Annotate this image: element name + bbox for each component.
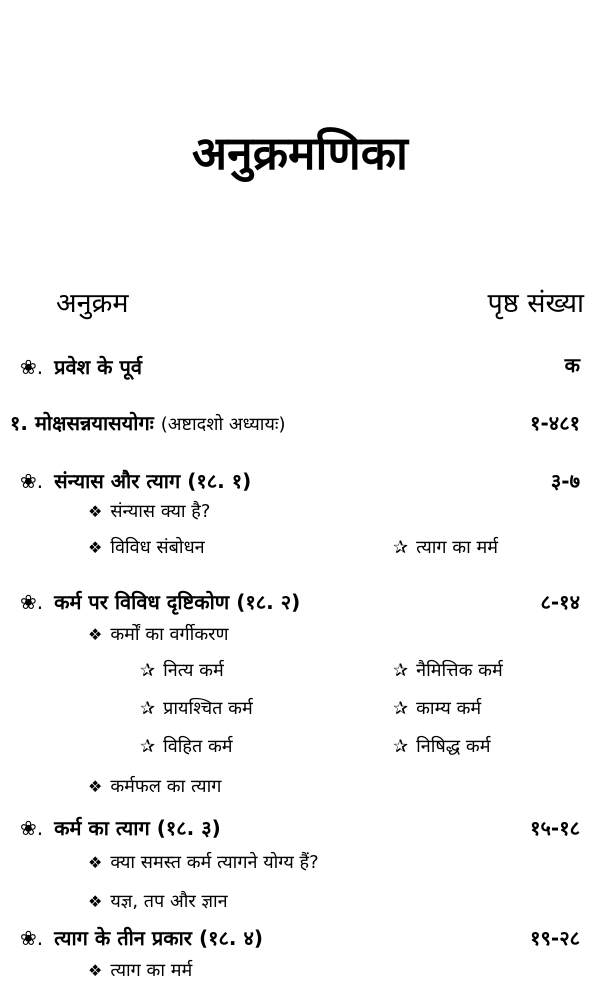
section-page-range: १९-२८ — [530, 926, 580, 950]
diamond-icon: ❖ — [88, 961, 103, 980]
section-title: कर्म का त्याग — [54, 816, 150, 840]
flower-icon: ❀. — [20, 355, 44, 379]
flower-icon: ❀. — [20, 590, 44, 614]
star-icon: ✰ — [140, 736, 156, 757]
toc-entry-label: प्रवेश के पूर्व — [54, 355, 142, 379]
section-ref: (१८. ४) — [198, 926, 263, 950]
section-page-range: ३-७ — [550, 469, 580, 493]
section-page-range: १५-१८ — [530, 816, 580, 840]
diamond-icon: ❖ — [88, 853, 103, 872]
toc-entry-pravesh — [20, 357, 142, 377]
page-title: अनुक्रमणिका — [192, 126, 408, 180]
flower-icon: ❀. — [20, 926, 44, 950]
star-icon: ✰ — [393, 537, 409, 558]
toc-section-2 — [20, 592, 300, 612]
toc-chapter-1 — [10, 413, 286, 434]
section-title: संन्यास और त्याग — [54, 469, 181, 493]
section-ref: (१८. १) — [187, 469, 252, 493]
star-icon: ✰ — [393, 698, 409, 719]
subtopic-item: ✰ विहित कर्म — [140, 736, 233, 757]
flower-icon: ❀. — [20, 816, 44, 840]
toc-section-3 — [20, 818, 221, 838]
flower-icon: ❀. — [20, 469, 44, 493]
diamond-icon: ❖ — [88, 625, 103, 644]
chapter-page-range: १-४८१ — [530, 411, 580, 435]
section-title: त्याग के तीन प्रकार — [54, 926, 192, 950]
subtopic-item: ❖ त्याग का मर्म — [88, 960, 193, 981]
subtopic-item: ✰ प्रायश्चित कर्म — [140, 698, 253, 719]
subtopic-item: ✰ निषिद्ध कर्म — [393, 736, 491, 757]
subtopic-item: ❖ संन्यास क्या है? — [88, 501, 211, 522]
subtopic-item: ❖ क्या समस्त कर्म त्यागने योग्य हैं? — [88, 852, 319, 873]
subtopic-item: ✰ काम्य कर्म — [393, 698, 482, 719]
subtopic-item: ✰ नित्य कर्म — [140, 660, 224, 681]
subtopic-item: ❖ यज्ञ, तप और ज्ञान — [88, 891, 228, 912]
star-icon: ✰ — [140, 660, 156, 681]
subtopic-item: ❖ कर्मफल का त्याग — [88, 776, 222, 797]
column-header-page-number: पृष्ठ संख्या — [487, 288, 584, 319]
section-title: कर्म पर विविध दृष्टिकोण — [54, 590, 230, 614]
subtopic-item: ❖ कर्मों का वर्गीकरण — [88, 624, 229, 645]
chapter-number: १. — [10, 411, 28, 435]
section-ref: (१८. ३) — [156, 816, 221, 840]
toc-section-4 — [20, 928, 263, 948]
subtopic-item: ✰ नैमित्तिक कर्म — [393, 660, 503, 681]
subtopic-item: ❖ विविध संबोधन — [88, 537, 205, 558]
section-page-range: ८-१४ — [540, 590, 580, 614]
star-icon: ✰ — [393, 660, 409, 681]
diamond-icon: ❖ — [88, 777, 103, 796]
star-icon: ✰ — [140, 698, 156, 719]
diamond-icon: ❖ — [88, 538, 103, 557]
column-header-index: अनुक्रम — [56, 288, 129, 319]
chapter-title: मोक्षसन्नयासयोगः — [34, 411, 154, 435]
section-ref: (१८. २) — [236, 590, 301, 614]
diamond-icon: ❖ — [88, 892, 103, 911]
chapter-note: (अष्टादशो अध्यायः) — [160, 414, 286, 435]
star-icon: ✰ — [393, 736, 409, 757]
toc-section-1 — [20, 471, 251, 491]
diamond-icon: ❖ — [88, 502, 103, 521]
toc-entry-page: क — [564, 353, 580, 377]
subtopic-item: ✰ त्याग का मर्म — [393, 537, 499, 558]
